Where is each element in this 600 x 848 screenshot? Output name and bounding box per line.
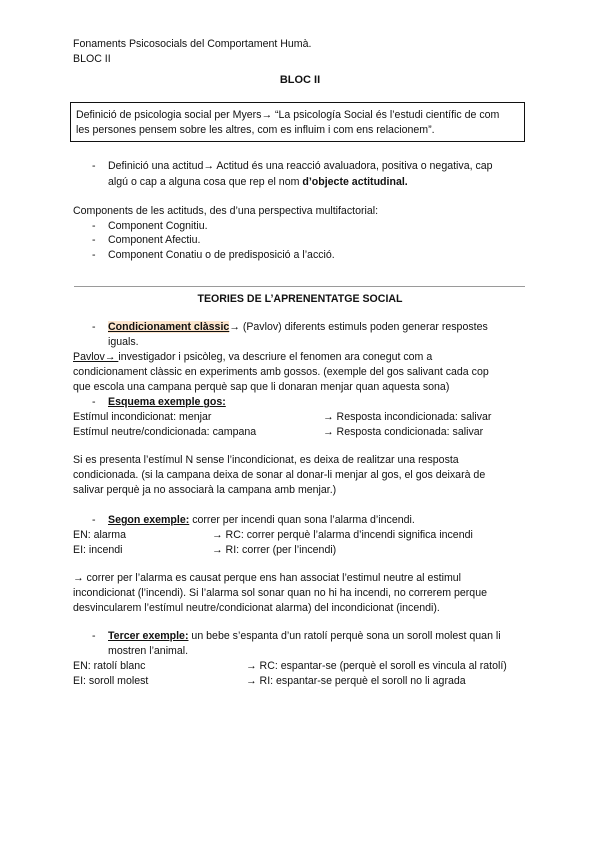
bullet-marker: -	[92, 396, 96, 408]
example2-line	[108, 512, 415, 528]
bullet-marker: -	[92, 249, 96, 261]
example2-row1-left: EN: alarma	[73, 529, 126, 541]
extinction-line-3: salivar perquè ja no associarà la campana amb menjar.)	[73, 484, 337, 496]
component-item: Component Conatiu o de predisposició a l’acció.	[108, 249, 335, 261]
components-intro: Components de les actituds, des d’una perspectiva multifactorial:	[73, 205, 379, 217]
actitud-line-2-bold: d’objecte actitudinal.	[302, 176, 408, 188]
example3-row1-left: EN: ratolí blanc	[73, 660, 146, 672]
classic-line-1	[108, 319, 488, 335]
example3-line-2: mostren l’animal.	[108, 645, 189, 657]
extinction-line-2: condicionada. (si la campana deixa de sonar al donar-li menjar al gos, el gos deixarà de	[73, 469, 486, 481]
actitud-line-1: Definició una actitud→ Actitud és una reacció avaluadora, positiva o negativa, cap	[108, 160, 493, 172]
classic-line-2: iguals.	[108, 336, 139, 348]
definition-line-2: les persones pensem sobre les altres, com es influim i com ens relacionem”.	[76, 124, 435, 136]
example3-line-1	[108, 628, 501, 644]
component-item: Component Afectiu.	[108, 234, 201, 246]
dog-row1-right: → Resposta incondicionada: salivar	[323, 411, 492, 423]
example2-para-line-3: desvincularem l’estímul neutre/condicionat alarma) del incondicionat (incendi).	[73, 602, 440, 614]
bullet-marker: -	[92, 220, 96, 232]
dog-row2-right: → Resposta condicionada: salivar	[323, 426, 484, 438]
example2-row2-right: → RI: correr (per l’incendi)	[212, 544, 337, 556]
example2-heading: Segon exemple:	[108, 514, 190, 526]
extinction-line-1: Si es presenta l’estímul N sense l’incondicionat, es deixa de realitzar una resposta	[73, 454, 459, 466]
horizontal-divider	[74, 286, 525, 287]
bullet-marker: -	[92, 234, 96, 246]
pavlov-line-1	[73, 349, 432, 365]
course-header: Fonaments Psicosocials del Comportament Humà.	[73, 38, 312, 50]
section-title: TEORIES DE L’APRENENTATGE SOCIAL	[197, 293, 403, 305]
example2-para-line-2: incondicionat (l’incendi). Si l’alarma sol sonar quan no hi ha incendi, no correrem perque	[73, 587, 487, 599]
dog-row2-left: Estímul neutre/condicionada: campana	[73, 426, 257, 438]
example3-text: un bebe s’espanta d’un ratolí perquè sona un soroll molest quan li	[188, 630, 501, 642]
component-item: Component Cognitiu.	[108, 220, 208, 232]
page-title: BLOC II	[279, 74, 321, 86]
example3-row1-right: → RC: espantar-se (perquè el soroll es vincula al ratolí)	[246, 660, 507, 672]
example2-row1-right: → RC: correr perquè l’alarma d’incendi significa incendi	[212, 529, 473, 541]
definition-line-1: Definició de psicologia social per Myers→ “La psicología Social és l’estudi científic de com	[76, 109, 500, 121]
bullet-marker: -	[92, 160, 96, 172]
actitud-line-2	[108, 174, 408, 190]
example3-row2-right: → RI: espantar-se perquè el soroll no li agrada	[246, 675, 466, 687]
pavlov-line-3: que escola una campana perquè sap que li donaran menjar quan aquesta sona)	[73, 381, 450, 393]
actitud-line-2-plain: algú o cap a alguna cosa que rep el nom	[108, 176, 303, 188]
example2-text: correr per incendi quan sona l’alarma d’incendi.	[189, 514, 415, 526]
bullet-marker: -	[92, 630, 96, 642]
block-header: BLOC II	[73, 53, 111, 65]
example2-row2-left: EI: incendi	[73, 544, 123, 556]
dog-row1-left: Estímul incondicionat: menjar	[73, 411, 212, 423]
classic-line-1-rest: → (Pavlov) diferents estimuls poden generar respostes	[229, 321, 488, 333]
pavlov-line-2: condicionament clàssic en experiments amb gossos. (exemple del gos salivant cada cop	[73, 366, 489, 378]
classic-term: Condicionament clàssic	[108, 321, 230, 333]
example3-row2-left: EI: soroll molest	[73, 675, 149, 687]
example2-para-line-1: → correr per l’alarma es causat perque ens han associat l’estimul neutre al estimul	[73, 572, 462, 584]
pavlov-text: investigador i psicòleg, va descriure el fenomen ara conegut com a	[118, 351, 433, 363]
example3-heading: Tercer exemple:	[108, 630, 189, 642]
bullet-marker: -	[92, 514, 96, 526]
pavlov-label: Pavlov→	[73, 351, 119, 363]
bullet-marker: -	[92, 321, 96, 333]
dog-example-heading: Esquema exemple gos:	[108, 396, 226, 408]
